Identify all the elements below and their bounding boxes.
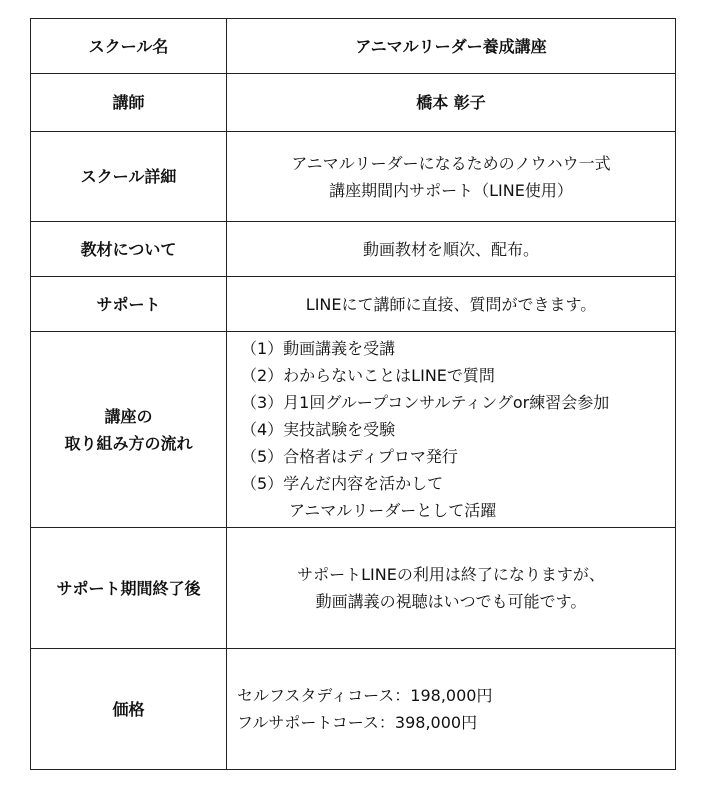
row-instructor xyxy=(31,74,676,132)
school-name-label: スクール名 xyxy=(31,19,227,74)
materials-label: 教材について xyxy=(31,222,227,277)
row-details xyxy=(31,132,676,222)
after-support-label: サポート期間終了後 xyxy=(31,528,227,649)
school-name-value: アニマルリーダー養成講座 xyxy=(227,19,676,74)
details-line: 講座期間内サポート（LINE使用） xyxy=(329,180,573,200)
after-support-line: 動画講義の視聴はいつでも可能です。 xyxy=(315,592,587,611)
details-line: アニマルリーダーになるためのノウハウ一式 xyxy=(291,153,611,173)
support-label: サポート xyxy=(31,277,227,332)
instructor-label: 講師 xyxy=(31,74,227,132)
price-value xyxy=(227,649,676,770)
materials-value: 動画教材を順次、配布。 xyxy=(227,222,676,277)
support-value: LINEにて講師に直接、質問ができます。 xyxy=(227,277,676,332)
after-support-value xyxy=(227,528,676,649)
flow-step: （1）動画講義を受講 xyxy=(241,339,396,358)
row-price xyxy=(31,649,676,770)
flow-steps xyxy=(227,332,676,528)
after-support-line: サポートLINEの利用は終了になりますが、 xyxy=(297,565,605,584)
flow-step-continuation: アニマルリーダーとして活躍 xyxy=(289,501,497,520)
flow-step: （5）合格者はディプロマ発行 xyxy=(241,447,458,466)
price-label: 価格 xyxy=(31,649,227,770)
flow-step: （5）学んだ内容を活かして xyxy=(241,474,444,493)
flow-step: （4）実技試験を受験 xyxy=(241,420,396,439)
row-flow xyxy=(31,332,676,528)
flow-step: （3）月1回グループコンサルティングor練習会参加 xyxy=(241,393,610,412)
price-line: フルサポートコース：398,000円 xyxy=(237,713,478,732)
row-materials xyxy=(31,222,676,277)
row-after-support xyxy=(31,528,676,649)
row-support xyxy=(31,277,676,332)
course-info-table xyxy=(30,18,676,770)
details-value xyxy=(227,132,676,222)
row-school-name xyxy=(31,19,676,74)
price-line: セルフスタディコース：198,000円 xyxy=(237,686,493,705)
flow-label-line: 講座の xyxy=(104,406,153,426)
flow-label-line: 取り組み方の流れ xyxy=(64,433,193,453)
flow-label xyxy=(31,332,227,528)
instructor-value: 橋本 彰子 xyxy=(227,74,676,132)
details-label: スクール詳細 xyxy=(31,132,227,222)
flow-step: （2）わからないことはLINEで質問 xyxy=(241,366,495,385)
